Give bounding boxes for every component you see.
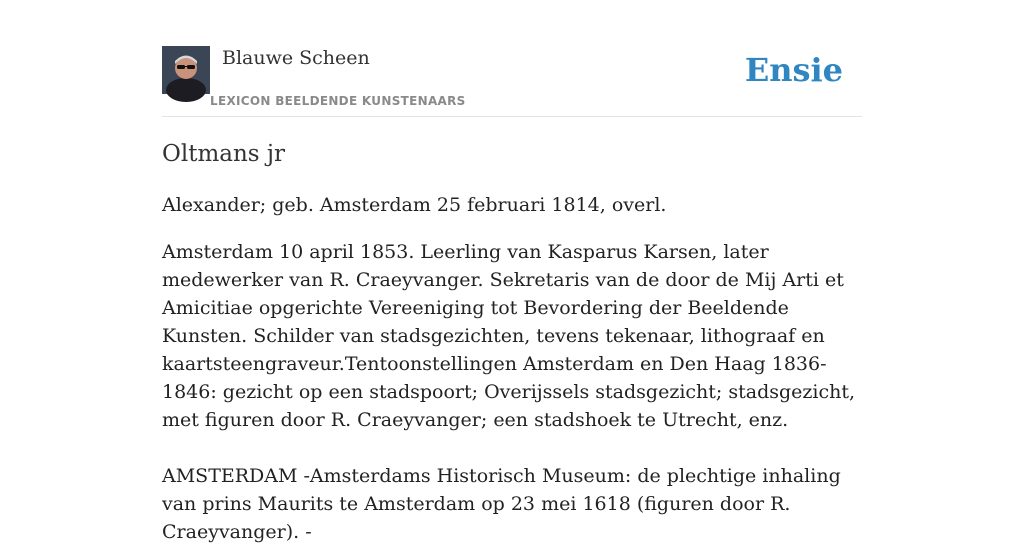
collection-label[interactable]: LEXICON BEELDENDE KUNSTENAARS <box>210 94 466 108</box>
avatar[interactable] <box>162 46 210 94</box>
avatar-photo <box>162 46 210 94</box>
article <box>162 138 862 546</box>
article-museum: AMSTERDAM -Amsterdams Historisch Museum: de plechtige inhaling van prins Maurits te Amsterdam op 23 mei 1618 (figuren door R. Craeyvanger). - <box>162 465 841 543</box>
article-intro: Alexander; geb. Amsterdam 25 februari 1814, overl. <box>162 194 667 216</box>
article-title: Oltmans jr <box>162 141 286 167</box>
header <box>162 46 862 117</box>
ensie-logo[interactable]: Ensie <box>744 51 843 89</box>
author-name[interactable]: Blauwe Scheen <box>222 47 370 69</box>
article-body: Amsterdam 10 april 1853. Leerling van Kasparus Karsen, later medewerker van R. Craeyvanger. Sekretaris van de door de Mij Arti et Amicitiae opgerichte Vereeniging tot Bevordering der Beeldende Kunsten. Schilder van stadsgezichten, tevens tekenaar, lithograaf en kaartsteengraveur.Tentoonstellingen Amsterdam en Den Haag 1836-1846: gezicht op een stadspoort; Overijssels stadsgezicht; stadsgezicht, met figuren door R. Craeyvanger; een stadshoek te Utrecht, enz. <box>162 241 856 431</box>
